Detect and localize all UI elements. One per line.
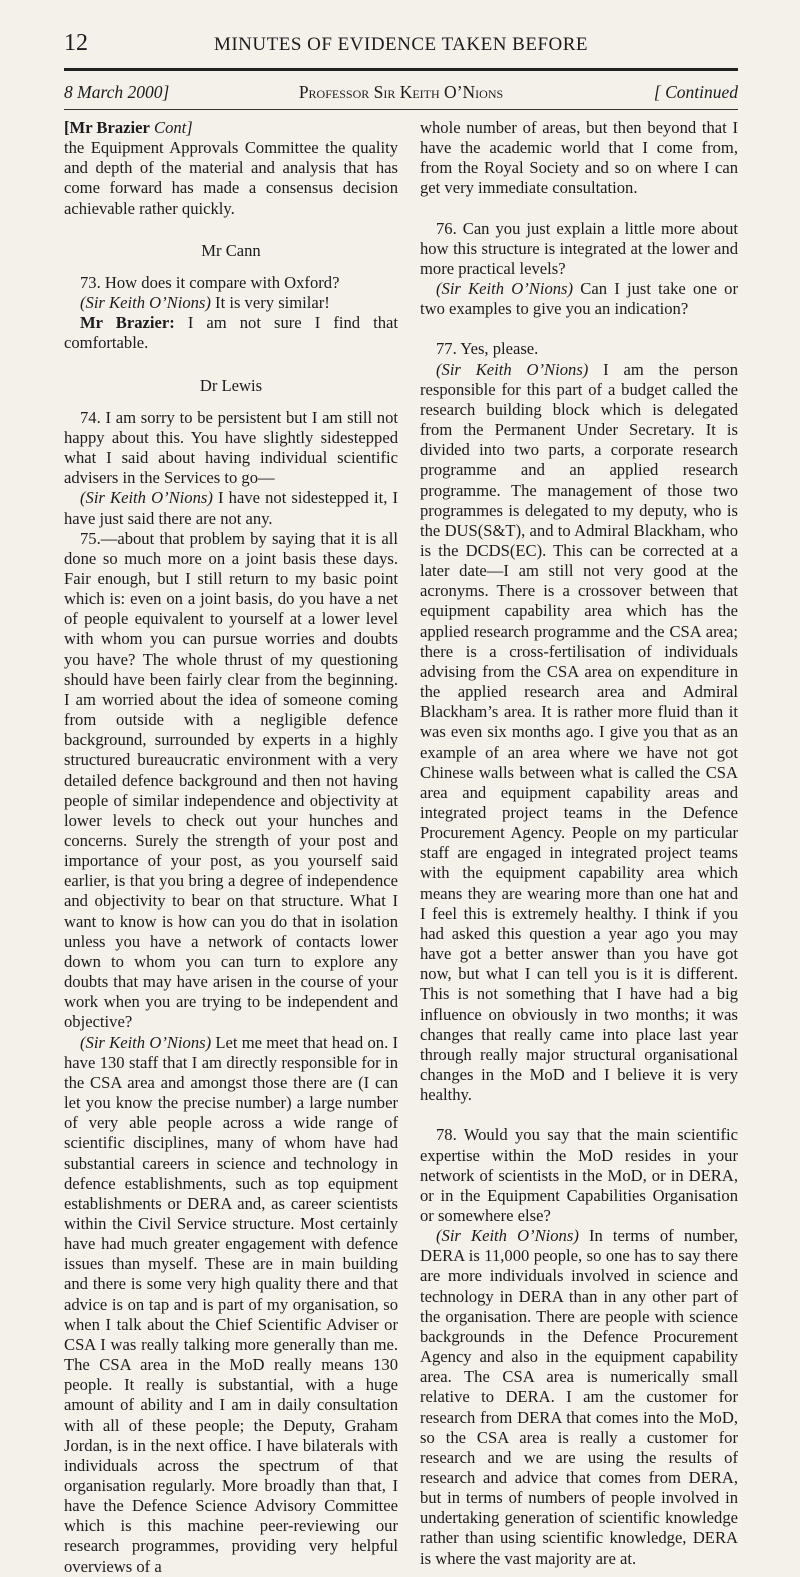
speaker-continued: [Mr Brazier Cont] — [64, 118, 193, 137]
answer-74: (Sir Keith O’Nions) I have not sidestepped it, I have just said there are not any. — [64, 488, 399, 528]
question-73: 73. How does it compare with Oxford? — [80, 272, 340, 292]
speaker-heading-cann: Mr Cann — [201, 240, 261, 260]
header-rule — [64, 68, 738, 71]
answer-73: (Sir Keith O’Nions) It is very similar! — [80, 293, 330, 313]
paragraph: the Equipment Approvals Committee the quality and depth of the material and analysis that has come forward has made a consensus decision achievable rather quickly. — [64, 138, 398, 218]
brazier-remark: Mr Brazier: I am not sure I find that comfortable. — [64, 313, 399, 353]
question-74: 74. I am sorry to be persistent but I am still not happy about this. You have slightly sidestepped what I said about having individual scientific advisers in the Services to go— — [64, 407, 398, 488]
session-date: 8 March 2000] — [64, 82, 170, 102]
subheader — [64, 82, 738, 108]
question-75: 75.—about that problem by saying that it is all done so much more on a joint basis these days. Fair enough, but I still return to my basic point which is: even on a joint basis, do you have a net of people equivalent to yourself at a lower level with whom you can pursue worries and doubts you have? The whole thrust of my questioning should have been fairly clear from the beginning. I am worried about the idea of someone coming from outside with a negligible defence background, surrounded by experts in a highly structured bureaucratic environment with a very detailed defence background and then not having people of similar independence and objectivity at lower levels to check out your hunches and concerns. Surely the strength of your post and importance of your post, as you yourself said earlier, is that you bring a degree of independence and objectivity to bear on that structure. What I want to know is how can you do that in isolation unless you have a network of contacts lower down to whom you can turn to explore any doubts that may have arisen in the course of your work when you are trying to be independent and objective? — [64, 528, 398, 1032]
page-number: 12 — [64, 30, 88, 56]
question-77: 77. Yes, please. — [436, 339, 539, 359]
answer-75: (Sir Keith O’Nions) Let me meet that head on. I have 130 staff that I am directly responsible for in the CSA area and amongst those there are (I can let you know the precise number) a large number of very able people across a wide range of scientific disciplines, many of whom have had substantial careers in science and technology in defence establishments, such as top equipment establishments or DERA and, as career scientists within the Civil Service structure. Most certainly have had much greater engagement with defence issues than myself. These are in main building and there is some very high quality there and that advice is on tap and is part of my organisation, so when I talk about the Chief Scientific Adviser or CSA I was really talking more generally than me. The CSA area in the MoD really means 130 people. It really is substantial, with a huge amount of ability and I am in daily consultation with all of these people; the Deputy, Graham Jordan, is in the next office. I have bilaterals with individuals across the spectrum of that organisation regularly. More broadly than that, I have the Defence Science Advisory Committee which is this machine peer-reviewing our research programmes, providing very helpful overviews of a — [64, 1032, 398, 1576]
speaker-heading-lewis: Dr Lewis — [199, 375, 263, 395]
page-header — [64, 30, 738, 62]
witness-name: Professor Sir Keith O’Nions — [298, 82, 504, 102]
paragraph: whole number of areas, but then beyond that I have the academic world that I come from, from the Royal Society and so on where I can get very immediate consultation. — [420, 118, 738, 198]
right-column — [420, 118, 738, 1569]
answer-78: (Sir Keith O’Nions) In terms of number, DERA is 11,000 people, so one has to say there are more individuals involved in science and technology in DERA than in any other part of the organisation. There are people with science backgrounds in the Defence Procurement Agency and also in the equipment capability area. The CSA area is numerically small relative to DERA. I am the customer for research from DERA that comes into the MoD, so the CSA area is really a customer for research and we are using the results of research and advice that comes from DERA, but in terms of numbers of people involved in undertaking generation of scientific knowledge rather than using scientific knowledge, DERA is where the vast majority are at. — [420, 1226, 738, 1568]
continued-label: [ Continued — [653, 82, 738, 102]
left-column — [64, 118, 398, 1577]
question-78: 78. Would you say that the main scientific expertise within the MoD resides in your network of scientists in the MoD, or in DERA, or in the Equipment Capabilities Organisation or somewhere else? — [420, 1125, 738, 1225]
answer-76: (Sir Keith O’Nions) Can I just take one or two examples to give you an indication? — [420, 279, 738, 319]
answer-77: (Sir Keith O’Nions) I am the person responsible for this part of a budget called the research building block which is delegated from the Permanent Under Secretary. It is divided into two parts, a corporate research programme and an applied research programme. The management of those two programmes is delegated to my deputy, who is the DUS(S&T), and to Admiral Blackham, who is the DCDS(EC). This can be corrected at a later date—I am still not very good at the acronyms. There is a crossover between that equipment capability area which has the applied research programme and the CSA area; there is a cross-fertilisation of individuals advising from the CSA area on expenditure in the applied research area and Admiral Blackham’s area. It is rather more fluid than it was even six months ago. I give you that as an example of an area where we have not got Chinese walls between what is called the CSA area and equipment capability areas and integrated project teams in the Defence Procurement Agency. People on my particular staff are engaged in integrated project teams with the equipment capability area which means they are wearing more than one hat and I feel this is extremely healthy. I think if you had asked this question a year ago you may have got a better answer than you have got now, but what I can tell you is it is different. This is not something that I have had a big influence on obviously in two months; it was changes that really came into place last year through really major structural organisational changes in the MoD and I believe it is very healthy. — [420, 359, 739, 1105]
running-head: MINUTES OF EVIDENCE TAKEN BEFORE — [213, 34, 589, 55]
subheader-rule — [64, 109, 738, 110]
question-76: 76. Can you just explain a little more about how this structure is integrated at the lower and more practical levels? — [420, 218, 738, 278]
